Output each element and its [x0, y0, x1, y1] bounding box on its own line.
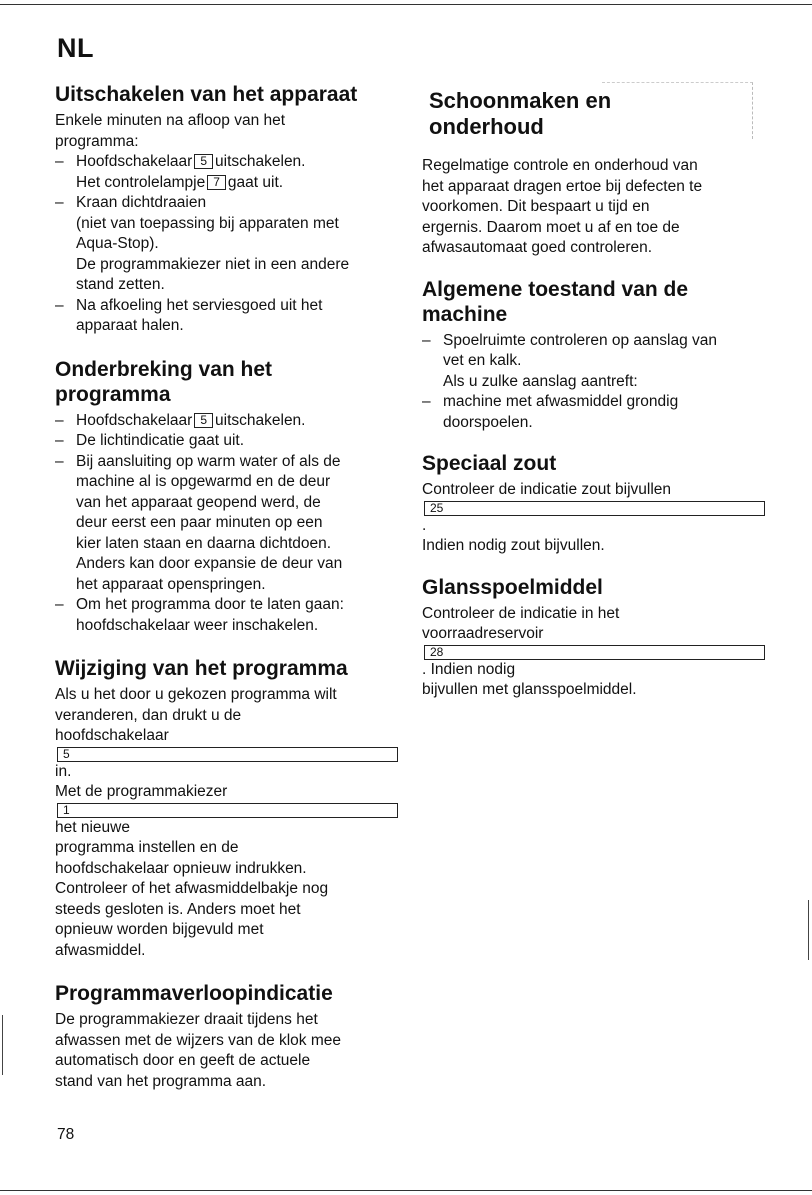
list-dash: – [55, 194, 64, 211]
text-line [76, 152, 400, 173]
text-line [443, 372, 767, 393]
text-segment: stand zetten. [76, 276, 165, 293]
list-dash: – [422, 331, 431, 349]
text-segment: machine al is opgewarmd en de deur [76, 473, 331, 490]
text-line [76, 513, 400, 534]
left-column [55, 82, 400, 1092]
text-segment: bijvullen met glansspoelmiddel. [422, 681, 637, 698]
text-line [443, 331, 767, 352]
text-line [443, 351, 767, 372]
page-number: 78 [57, 1126, 75, 1143]
text-segment: Hoofdschakelaar [76, 153, 193, 170]
reference-number-box: 28 [424, 645, 765, 660]
section-glansspoelmiddel [422, 575, 767, 701]
text-segment: hoofdschakelaar opnieuw indrukken. [55, 859, 307, 877]
text-segment: apparaat halen. [76, 317, 184, 334]
list-dash: – [55, 432, 64, 449]
text-line [76, 234, 400, 255]
text-line [55, 900, 400, 921]
text-line [76, 534, 400, 555]
section-title: Speciaal zout [422, 452, 557, 475]
list-item [55, 431, 400, 452]
list-dash: – [55, 596, 64, 613]
section-title: Wijziging van het programma [55, 657, 348, 680]
reference-number-box: 25 [424, 501, 765, 516]
text-segment: . Indien nodig [422, 660, 516, 678]
text-segment: gaat uit. [227, 173, 284, 191]
text-line [76, 616, 400, 637]
text-segment: Indien nodig zout bijvullen. [422, 537, 605, 554]
text-segment: deur eerst een paar minuten op een [76, 514, 323, 531]
text-segment: in. [55, 762, 72, 780]
text-segment: Om het programma door te laten gaan: [76, 596, 344, 613]
text-line [55, 782, 400, 838]
text-line [76, 431, 400, 452]
text-segment: voorraadreservoir [422, 625, 544, 642]
list-item [55, 452, 400, 596]
text-segment: Kraan dichtdraaien [76, 194, 207, 211]
margin-mark [808, 900, 809, 960]
text-segment: veranderen, dan drukt u de [55, 706, 242, 724]
section-body [55, 685, 400, 961]
section-body: De programmakiezer draait tijdens het afwassen met de wijzers van de klok mee automatisch door en geeft de actuele stand van het programma aan. [55, 1011, 342, 1090]
text-segment: De lichtindicatie gaat uit. [76, 432, 245, 449]
section-title: Algemene toestand van de machine [422, 277, 689, 326]
text-segment: afwasmiddel. [55, 941, 146, 959]
list-item [55, 595, 400, 636]
text-line [443, 392, 767, 413]
text-line [76, 411, 400, 432]
text-segment: Met de programmakiezer [55, 783, 228, 800]
scan-artifact-frame [602, 82, 753, 139]
section-body [422, 480, 767, 557]
list-dash: – [422, 393, 431, 410]
text-segment: doorspoelen. [443, 413, 533, 431]
text-segment: Controleer de indicatie in het [422, 604, 620, 622]
text-segment: Anders kan door expansie de deur van [76, 555, 343, 572]
text-segment: uitschakelen. [215, 153, 306, 170]
text-line [76, 255, 400, 276]
text-line [55, 706, 400, 727]
text-segment: vet en kalk. [443, 352, 522, 369]
text-segment: hoofdschakelaar [55, 727, 169, 744]
text-line [422, 624, 767, 680]
text-line [76, 452, 400, 473]
section-programmaverloop [55, 981, 400, 1092]
text-segment: Het controlelampje [76, 173, 206, 191]
list-dash: – [55, 153, 64, 170]
reference-number-box: 1 [57, 803, 398, 818]
text-segment: van het apparaat geopend werd, de [76, 493, 321, 511]
text-segment: . [422, 516, 427, 534]
text-segment: Controleer of het afwasmiddelbakje nog [55, 880, 329, 897]
section-title: Glansspoelmiddel [422, 575, 603, 599]
margin-mark [2, 1015, 3, 1075]
top-rule [0, 4, 812, 5]
section-algemene-toestand [422, 277, 767, 434]
list-item [55, 411, 400, 432]
text-segment: machine met afwasmiddel grondig [443, 393, 679, 410]
text-line [55, 859, 400, 880]
text-line [76, 472, 400, 493]
section-uitschakelen [55, 82, 400, 337]
text-segment: De programmakiezer niet in een andere [76, 255, 350, 273]
list-item [55, 193, 400, 296]
text-line [422, 536, 767, 557]
text-line [76, 193, 400, 214]
section-intro: Enkele minuten na afloop van het programma: [55, 112, 286, 150]
section-body: Regelmatige controle en onderhoud van het apparaat dragen ertoe bij defecten te voorkomen. Dit bespaart u tijd en ergernis. Daarom moet u af en toe de afwasautomaat goed controleren. [422, 157, 703, 256]
section-schoonmaken [422, 84, 767, 259]
text-line [76, 214, 400, 235]
text-line [76, 173, 400, 194]
text-segment: Spoelruimte controleren op aanslag van [443, 331, 718, 349]
text-line [55, 726, 400, 782]
text-line [76, 493, 400, 514]
text-line [76, 575, 400, 596]
text-segment: hoofdschakelaar weer inschakelen. [76, 616, 319, 634]
language-label: NL [57, 33, 94, 63]
text-segment: (niet van toepassing bij apparaten met [76, 214, 339, 232]
text-segment: Controleer de indicatie zout bijvullen [422, 481, 672, 498]
section-title: Uitschakelen van het apparaat [55, 83, 358, 106]
text-segment: uitschakelen. [215, 411, 306, 429]
text-line [55, 920, 400, 941]
list-dash: – [55, 452, 64, 470]
right-column [422, 82, 767, 701]
text-line [76, 296, 400, 317]
list-item [55, 152, 400, 193]
text-segment: steeds gesloten is. Anders moet het [55, 900, 301, 918]
instruction-list [55, 152, 400, 337]
list-dash: – [55, 296, 64, 314]
text-segment: Als u het door u gekozen programma wilt [55, 686, 337, 703]
text-line [55, 685, 400, 706]
instruction-list [55, 411, 400, 637]
text-line [76, 595, 400, 616]
text-line [422, 480, 767, 536]
text-line [443, 413, 767, 434]
text-segment: Aqua-Stop). [76, 235, 159, 252]
section-title: Onderbreking van het programma [55, 357, 273, 406]
reference-number-box: 5 [194, 154, 213, 169]
section-title: Schoonmaken en onderhoud [429, 88, 612, 139]
list-dash: – [55, 411, 64, 429]
text-line [422, 680, 767, 701]
instruction-list [422, 331, 767, 434]
section-body [422, 604, 767, 701]
text-line [76, 554, 400, 575]
text-line [76, 316, 400, 337]
list-item [422, 392, 767, 433]
section-title: Programmaverloopindicatie [55, 982, 333, 1005]
text-segment: het nieuwe [55, 818, 130, 836]
text-segment: opnieuw worden bijgevuld met [55, 921, 264, 938]
section-wijziging [55, 656, 400, 961]
text-line [55, 941, 400, 962]
section-title-frame [422, 84, 767, 144]
section-onderbreking [55, 357, 400, 637]
text-segment: het apparaat openspringen. [76, 575, 266, 593]
text-segment: kier laten staan en daarna dichtdoen. [76, 534, 332, 552]
list-item [422, 331, 767, 393]
list-item [55, 296, 400, 337]
section-speciaal-zout [422, 451, 767, 557]
reference-number-box: 5 [57, 747, 398, 762]
text-line [422, 604, 767, 625]
text-segment: Hoofdschakelaar [76, 411, 193, 429]
bottom-rule [0, 1190, 812, 1191]
text-segment: programma instellen en de [55, 839, 239, 856]
reference-number-box: 7 [207, 175, 226, 190]
reference-number-box: 5 [194, 413, 213, 428]
text-segment: Bij aansluiting op warm water of als de [76, 452, 341, 470]
text-segment: Na afkoeling het serviesgoed uit het [76, 296, 323, 314]
text-line [76, 275, 400, 296]
text-segment: Als u zulke aanslag aantreft: [443, 372, 638, 390]
text-line [55, 879, 400, 900]
text-line [55, 838, 400, 859]
